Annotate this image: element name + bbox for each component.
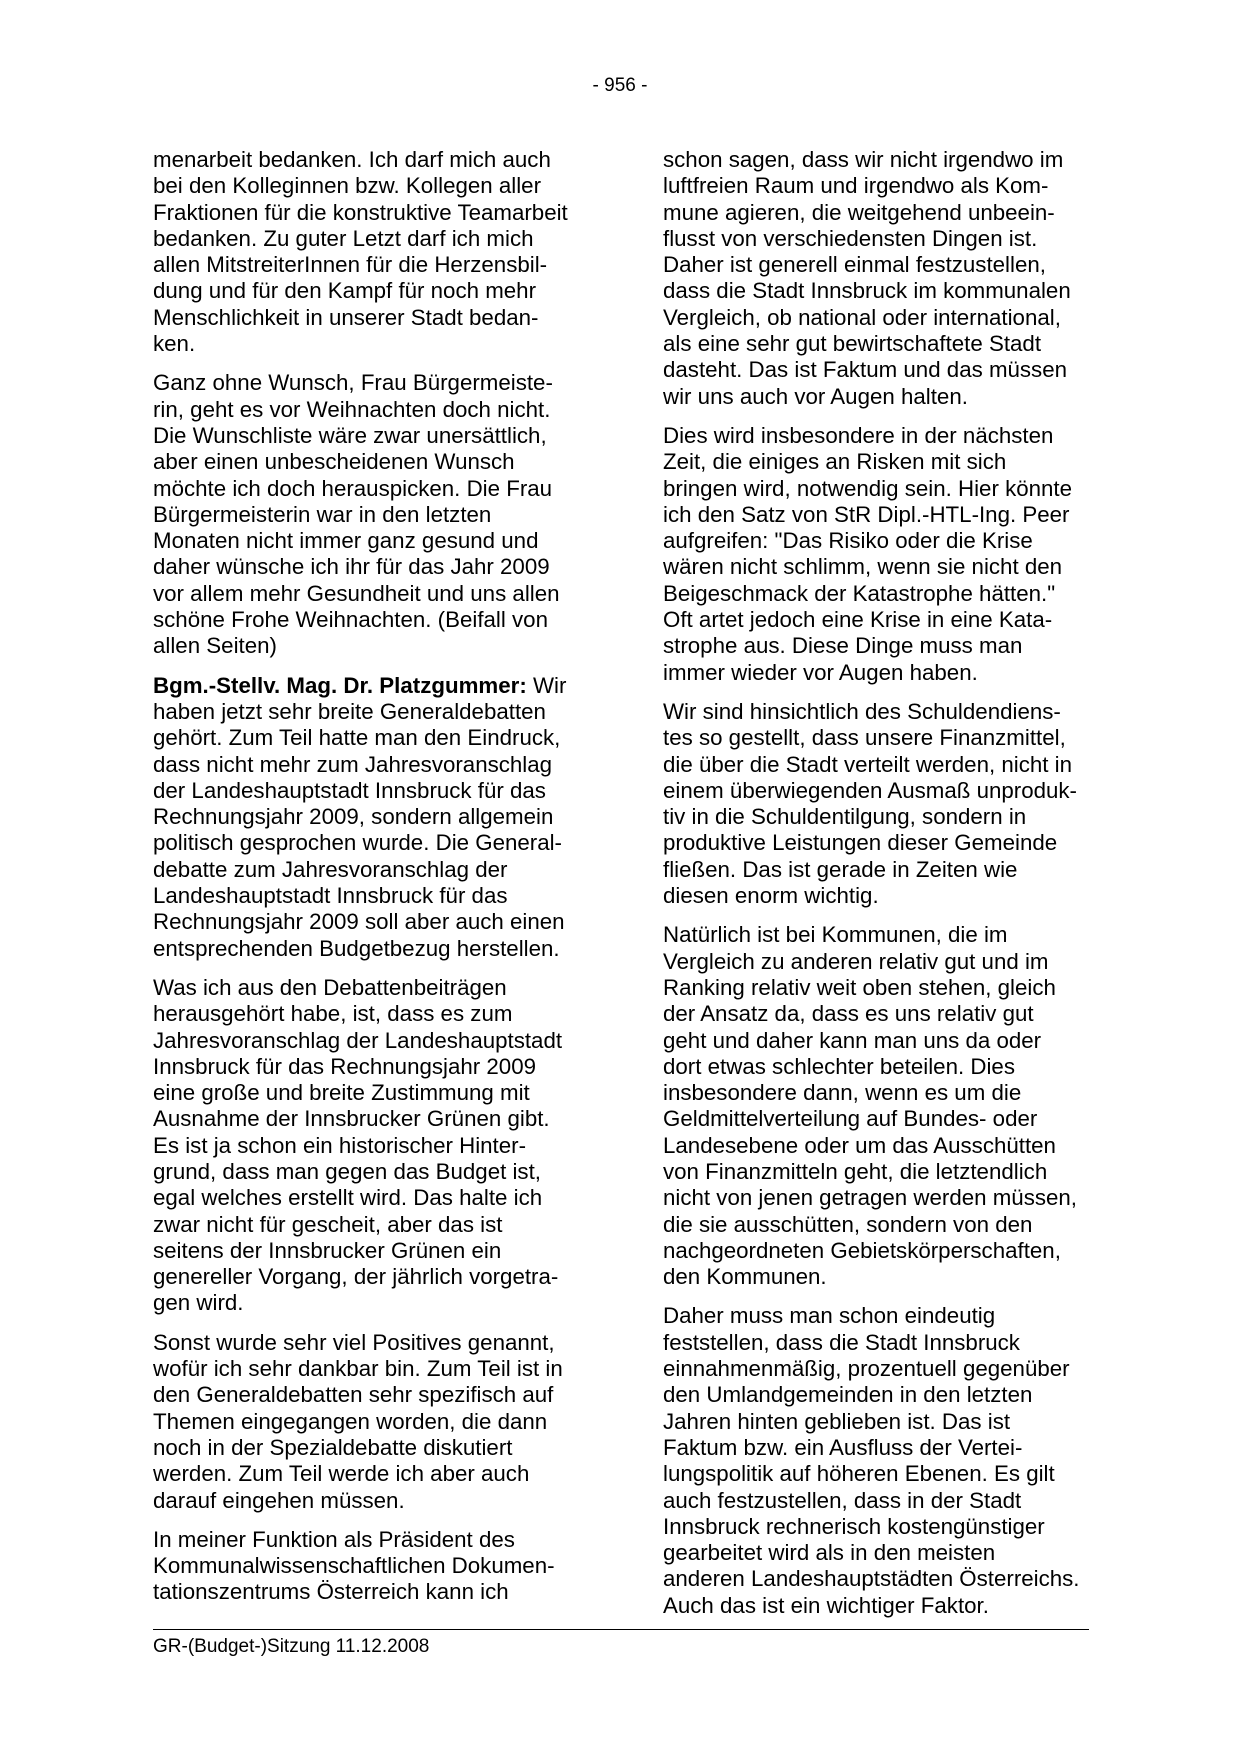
paragraph-line: herausgehört habe, ist, dass es zum: [153, 1001, 513, 1027]
paragraph-line: Es ist ja schon ein historischer Hinter-: [153, 1132, 526, 1158]
paragraph-line: eine große und breite Zustimmung mit: [153, 1080, 530, 1106]
paragraph-line: Wir sind hinsichtlich des Schuldendiens-: [663, 698, 1061, 724]
paragraph-line: gehört. Zum Teil hatte man den Eindruck,: [153, 725, 561, 751]
paragraph: [663, 1303, 1093, 1619]
paragraph-line: einem überwiegenden Ausmaß unproduk-: [663, 777, 1077, 803]
paragraph-line: Zeit, die einiges an Risken mit sich: [663, 449, 1007, 475]
paragraph-line: einnahmenmäßig, prozentuell gegenüber: [663, 1356, 1070, 1382]
paragraph-line: wir uns auch vor Augen halten.: [663, 383, 968, 409]
paragraph-line: rin, geht es vor Weihnachten doch nicht.: [153, 396, 551, 422]
paragraph-line: tes so gestellt, dass unsere Finanzmittel,: [663, 725, 1066, 751]
paragraph-line: Innsbruck für das Rechnungsjahr 2009: [153, 1053, 536, 1079]
paragraph-line: Natürlich ist bei Kommunen, die im: [663, 922, 1008, 948]
paragraph-line: bringen wird, notwendig sein. Hier könnte: [663, 475, 1073, 501]
paragraph-line: produktive Leistungen dieser Gemeinde: [663, 830, 1058, 856]
paragraph-line: dass die Stadt Innsbruck im kommunalen: [663, 278, 1071, 304]
paragraph-line: Ausnahme der Innsbrucker Grünen gibt.: [153, 1106, 550, 1132]
paragraph-line: diesen enorm wichtig.: [663, 883, 879, 909]
paragraph-line: grund, dass man gegen das Budget ist,: [153, 1158, 541, 1184]
paragraph-line: dort etwas schlechter beteilen. Dies: [663, 1053, 1015, 1079]
paragraph-line: Rechnungsjahr 2009, sondern allgemein: [153, 804, 554, 830]
paragraph-line: möchte ich doch herauspicken. Die Frau: [153, 475, 553, 501]
paragraph-line: tationszentrums Österreich kann ich: [153, 1579, 509, 1605]
paragraph-line: ich den Satz von StR Dipl.-HTL-Ing. Peer: [663, 501, 1070, 527]
paragraph-line: die sie ausschütten, sondern von den: [663, 1211, 1033, 1237]
paragraph-line: debatte zum Jahresvoranschlag der: [153, 856, 508, 882]
paragraph-line: dass nicht mehr zum Jahresvoranschlag: [153, 751, 553, 777]
paragraph: [153, 1527, 583, 1606]
paragraph-line: Vergleich zu anderen relativ gut und im: [663, 948, 1049, 974]
paragraph: [663, 922, 1093, 1290]
paragraph: [153, 370, 583, 659]
paragraph: [663, 699, 1093, 909]
paragraph-line: daher wünsche ich ihr für das Jahr 2009: [153, 554, 550, 580]
paragraph-line: zwar nicht für gescheit, aber das ist: [153, 1211, 503, 1237]
paragraph-line: aber einen unbescheidenen Wunsch: [153, 449, 515, 475]
paragraph-line: Was ich aus den Debattenbeiträgen: [153, 974, 507, 1000]
paragraph-line: Jahresvoranschlag der Landeshauptstadt: [153, 1027, 563, 1053]
paragraph-line: ken.: [153, 331, 196, 357]
paragraph-line: Rechnungsjahr 2009 soll aber auch einen: [153, 909, 565, 935]
paragraph-line: Dies wird insbesondere in der nächsten: [663, 422, 1054, 448]
paragraph-line: von Finanzmitteln geht, die letztendlich: [663, 1158, 1048, 1184]
paragraph: [153, 1330, 583, 1514]
paragraph-line: Geldmittelverteilung auf Bundes- oder: [663, 1106, 1038, 1132]
footer-divider: [153, 1629, 1089, 1630]
paragraph-line: aufgreifen: "Das Risiko oder die Krise: [663, 528, 1033, 554]
paragraph-line: Fraktionen für die konstruktive Teamarbeit: [153, 199, 568, 225]
paragraph-line: Monaten nicht immer ganz gesund und: [153, 528, 539, 554]
paragraph-line: haben jetzt sehr breite Generaldebatten: [153, 698, 546, 724]
paragraph-line: luftfreien Raum und irgendwo als Kom-: [663, 173, 1049, 199]
paragraph-line: menarbeit bedanken. Ich darf mich auch: [153, 147, 551, 172]
paragraph-line: Menschlichkeit in unserer Stadt bedan-: [153, 304, 539, 330]
paragraph-line: insbesondere dann, wenn es um die: [663, 1080, 1022, 1106]
paragraph-line: auch festzustellen, dass in der Stadt: [663, 1487, 1022, 1513]
paragraph-line: Jahren hinten geblieben ist. Das ist: [663, 1408, 1011, 1434]
paragraph-line: fließen. Das ist gerade in Zeiten wie: [663, 856, 1018, 882]
footer-session-label: GR-(Budget-)Sitzung 11.12.2008: [153, 1636, 430, 1657]
paragraph-line: Bürgermeisterin war in den letzten: [153, 501, 492, 527]
paragraph-line: feststellen, dass die Stadt Innsbruck: [663, 1329, 1020, 1355]
paragraph-line: Faktum bzw. ein Ausfluss der Vertei-: [663, 1434, 1023, 1460]
left-column: [153, 147, 583, 1619]
paragraph-line: dung und für den Kampf für noch mehr: [153, 278, 536, 304]
paragraph-line: Sonst wurde sehr viel Positives genannt,: [153, 1329, 555, 1355]
paragraph: [153, 975, 583, 1317]
paragraph-line: seitens der Innsbrucker Grünen ein: [153, 1237, 502, 1263]
paragraph-line: [153, 673, 583, 699]
paragraph-line: den Umlandgemeinden in den letzten: [663, 1382, 1033, 1408]
paragraph-line: Vergleich, ob national oder international,: [663, 304, 1061, 330]
page-number: - 956 -: [592, 75, 648, 96]
paragraph-line: bei den Kolleginnen bzw. Kollegen aller: [153, 173, 541, 199]
right-column: [663, 147, 1093, 1632]
paragraph-line: allen MitstreiterInnen für die Herzensbil-: [153, 252, 548, 278]
paragraph: [153, 147, 583, 357]
paragraph-line: bedanken. Zu guter Letzt darf ich mich: [153, 225, 534, 251]
paragraph-line: der Landeshauptstadt Innsbruck für das: [153, 777, 546, 803]
paragraph-line: flusst von verschiedensten Dingen ist.: [663, 225, 1038, 251]
speaker-text: Wir: [526, 672, 567, 698]
paragraph-line: nachgeordneten Gebietskörperschaften,: [663, 1237, 1061, 1263]
paragraph-line: Auch das ist ein wichtiger Faktor.: [663, 1592, 989, 1618]
paragraph-line: werden. Zum Teil werde ich aber auch: [153, 1461, 530, 1487]
paragraph-line: entsprechenden Budgetbezug herstellen.: [153, 935, 560, 961]
paragraph-line: politisch gesprochen wurde. Die General-: [153, 830, 562, 856]
paragraph-line: Kommunalwissenschaftlichen Dokumen-: [153, 1553, 555, 1579]
paragraph-line: lungspolitik auf höheren Ebenen. Es gilt: [663, 1461, 1055, 1487]
paragraph-line: wären nicht schlimm, wenn sie nicht den: [663, 554, 1063, 580]
paragraph: [663, 147, 1093, 410]
paragraph-line: noch in der Spezialdebatte diskutiert: [153, 1434, 513, 1460]
paragraph-line: schon sagen, dass wir nicht irgendwo im: [663, 147, 1064, 172]
paragraph-line: den Generaldebatten sehr spezifisch auf: [153, 1382, 554, 1408]
paragraph-line: Daher ist generell einmal festzustellen,: [663, 252, 1046, 278]
paragraph-line: Landeshauptstadt Innsbruck für das: [153, 883, 508, 909]
speaker-name: Bgm.-Stellv. Mag. Dr. Platzgummer:: [153, 672, 527, 698]
paragraph-line: allen Seiten): [153, 633, 277, 659]
paragraph-line: nicht von jenen getragen werden müssen,: [663, 1185, 1077, 1211]
paragraph-line: Oft artet jedoch eine Krise in eine Kata-: [663, 607, 1053, 633]
paragraph-line: den Kommunen.: [663, 1264, 827, 1290]
paragraph-line: wofür ich sehr dankbar bin. Zum Teil ist in: [153, 1356, 563, 1382]
speaker-paragraph: [153, 673, 583, 962]
paragraph-line: Ganz ohne Wunsch, Frau Bürgermeiste-: [153, 370, 553, 396]
paragraph-line: egal welches erstellt wird. Das halte ich: [153, 1185, 543, 1211]
paragraph-line: Die Wunschliste wäre zwar unersättlich,: [153, 422, 547, 448]
paragraph-line: geht und daher kann man uns da oder: [663, 1027, 1042, 1053]
paragraph-line: die über die Stadt verteilt werden, nicht in: [663, 751, 1073, 777]
paragraph-line: darauf eingehen müssen.: [153, 1487, 405, 1513]
paragraph-line: vor allem mehr Gesundheit und uns allen: [153, 580, 560, 606]
paragraph-line: Beigeschmack der Katastrophe hätten.": [663, 580, 1056, 606]
paragraph-line: Themen eingegangen worden, die dann: [153, 1408, 548, 1434]
paragraph-line: immer wieder vor Augen haben.: [663, 659, 978, 685]
paragraph-line: mune agieren, die weitgehend unbeein-: [663, 199, 1055, 225]
paragraph-line: schöne Frohe Weihnachten. (Beifall von: [153, 607, 548, 633]
paragraph-line: In meiner Funktion als Präsident des: [153, 1526, 515, 1552]
paragraph-line: der Ansatz da, dass es uns relativ gut: [663, 1001, 1034, 1027]
paragraph-line: gen wird.: [153, 1290, 244, 1316]
paragraph-line: genereller Vorgang, der jährlich vorgetra-: [153, 1264, 559, 1290]
paragraph-line: Ranking relativ weit oben stehen, gleich: [663, 974, 1056, 1000]
paragraph-line: als eine sehr gut bewirtschaftete Stadt: [663, 331, 1042, 357]
paragraph-line: Landesebene oder um das Ausschütten: [663, 1132, 1056, 1158]
paragraph-line: Daher muss man schon eindeutig: [663, 1303, 996, 1329]
paragraph-line: tiv in die Schuldentilgung, sondern in: [663, 804, 1027, 830]
paragraph-line: strophe aus. Diese Dinge muss man: [663, 633, 1023, 659]
paragraph-line: gearbeitet wird als in den meisten: [663, 1540, 996, 1566]
paragraph-line: anderen Landeshauptstädten Österreichs.: [663, 1566, 1080, 1592]
paragraph-line: Innsbruck rechnerisch kostengünstiger: [663, 1513, 1045, 1539]
paragraph: [663, 423, 1093, 686]
paragraph-line: dasteht. Das ist Faktum und das müssen: [663, 357, 1068, 383]
